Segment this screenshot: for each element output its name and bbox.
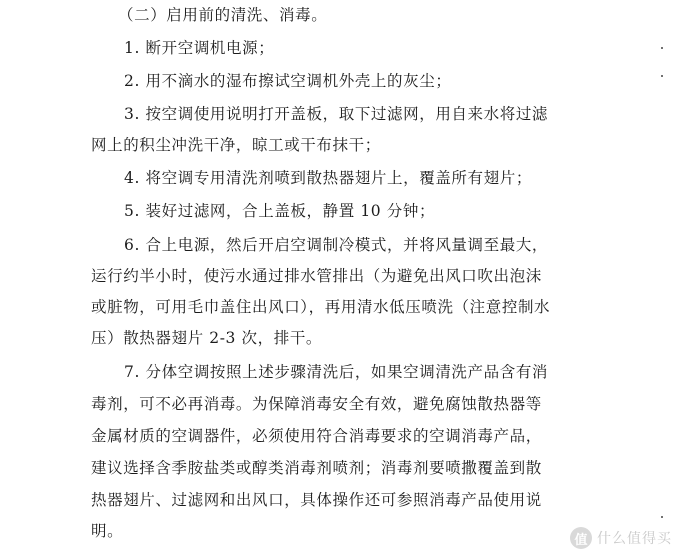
step-1-line: 1. 断开空调机电源； (124, 39, 275, 57)
scan-speck (661, 47, 663, 49)
step-4-line: 4. 将空调专用清洗剂喷到散热器翅片上，覆盖所有翅片； (124, 169, 532, 187)
step-7-line-3: 金属材质的空调器件，必须使用符合消毒要求的空调消毒产品， (91, 427, 542, 445)
step-6-line-3: 或脏物，可用毛巾盖住出风口），再用清水低压喷洗（注意控制水 (91, 298, 551, 316)
step-3-line-2: 网上的积尘冲洗干净，晾工或干布抹干； (91, 136, 381, 154)
step-6-line-4: 压）散热器翅片 2-3 次，排干。 (91, 329, 323, 347)
step-2-line: 2. 用不滴水的湿布擦试空调机外壳上的灰尘； (124, 72, 452, 90)
scan-speck (661, 516, 663, 518)
step-3-line-1: 3. 按空调使用说明打开盖板，取下过滤网，用自来水将过滤 (124, 105, 549, 123)
watermark-logo-icon: 值 (570, 527, 592, 549)
step-6-line-2: 运行约半小时，使污水通过排水管排出（为避免出风口吹出泡沫 (91, 267, 542, 285)
scan-speck (661, 75, 663, 77)
step-7-line-5: 热器翅片、过滤网和出风口，具体操作还可参照消毒产品使用说 (91, 491, 542, 509)
step-6-line-1: 6. 合上电源，然后开启空调制冷模式，并将风量调至最大， (124, 236, 549, 254)
step-7-line-6: 明。 (91, 522, 124, 540)
step-5-line: 5. 装好过滤网，合上盖板，静置 10 分钟； (124, 202, 436, 220)
watermark (570, 527, 672, 549)
step-7-line-1: 7. 分体空调按照上述步骤清洗后，如果空调清洗产品含有消 (124, 363, 549, 381)
section-heading: （二）启用前的清洗、消毒。 (118, 6, 328, 24)
step-7-line-2: 毒剂，可不必再消毒。为保障消毒安全有效，避免腐蚀散热器等 (91, 395, 542, 413)
watermark-text: 什么值得买 (597, 530, 672, 546)
step-7-line-4: 建议选择含季胺盐类或醇类消毒剂喷剂；消毒剂要喷撒覆盖到散 (91, 459, 542, 477)
